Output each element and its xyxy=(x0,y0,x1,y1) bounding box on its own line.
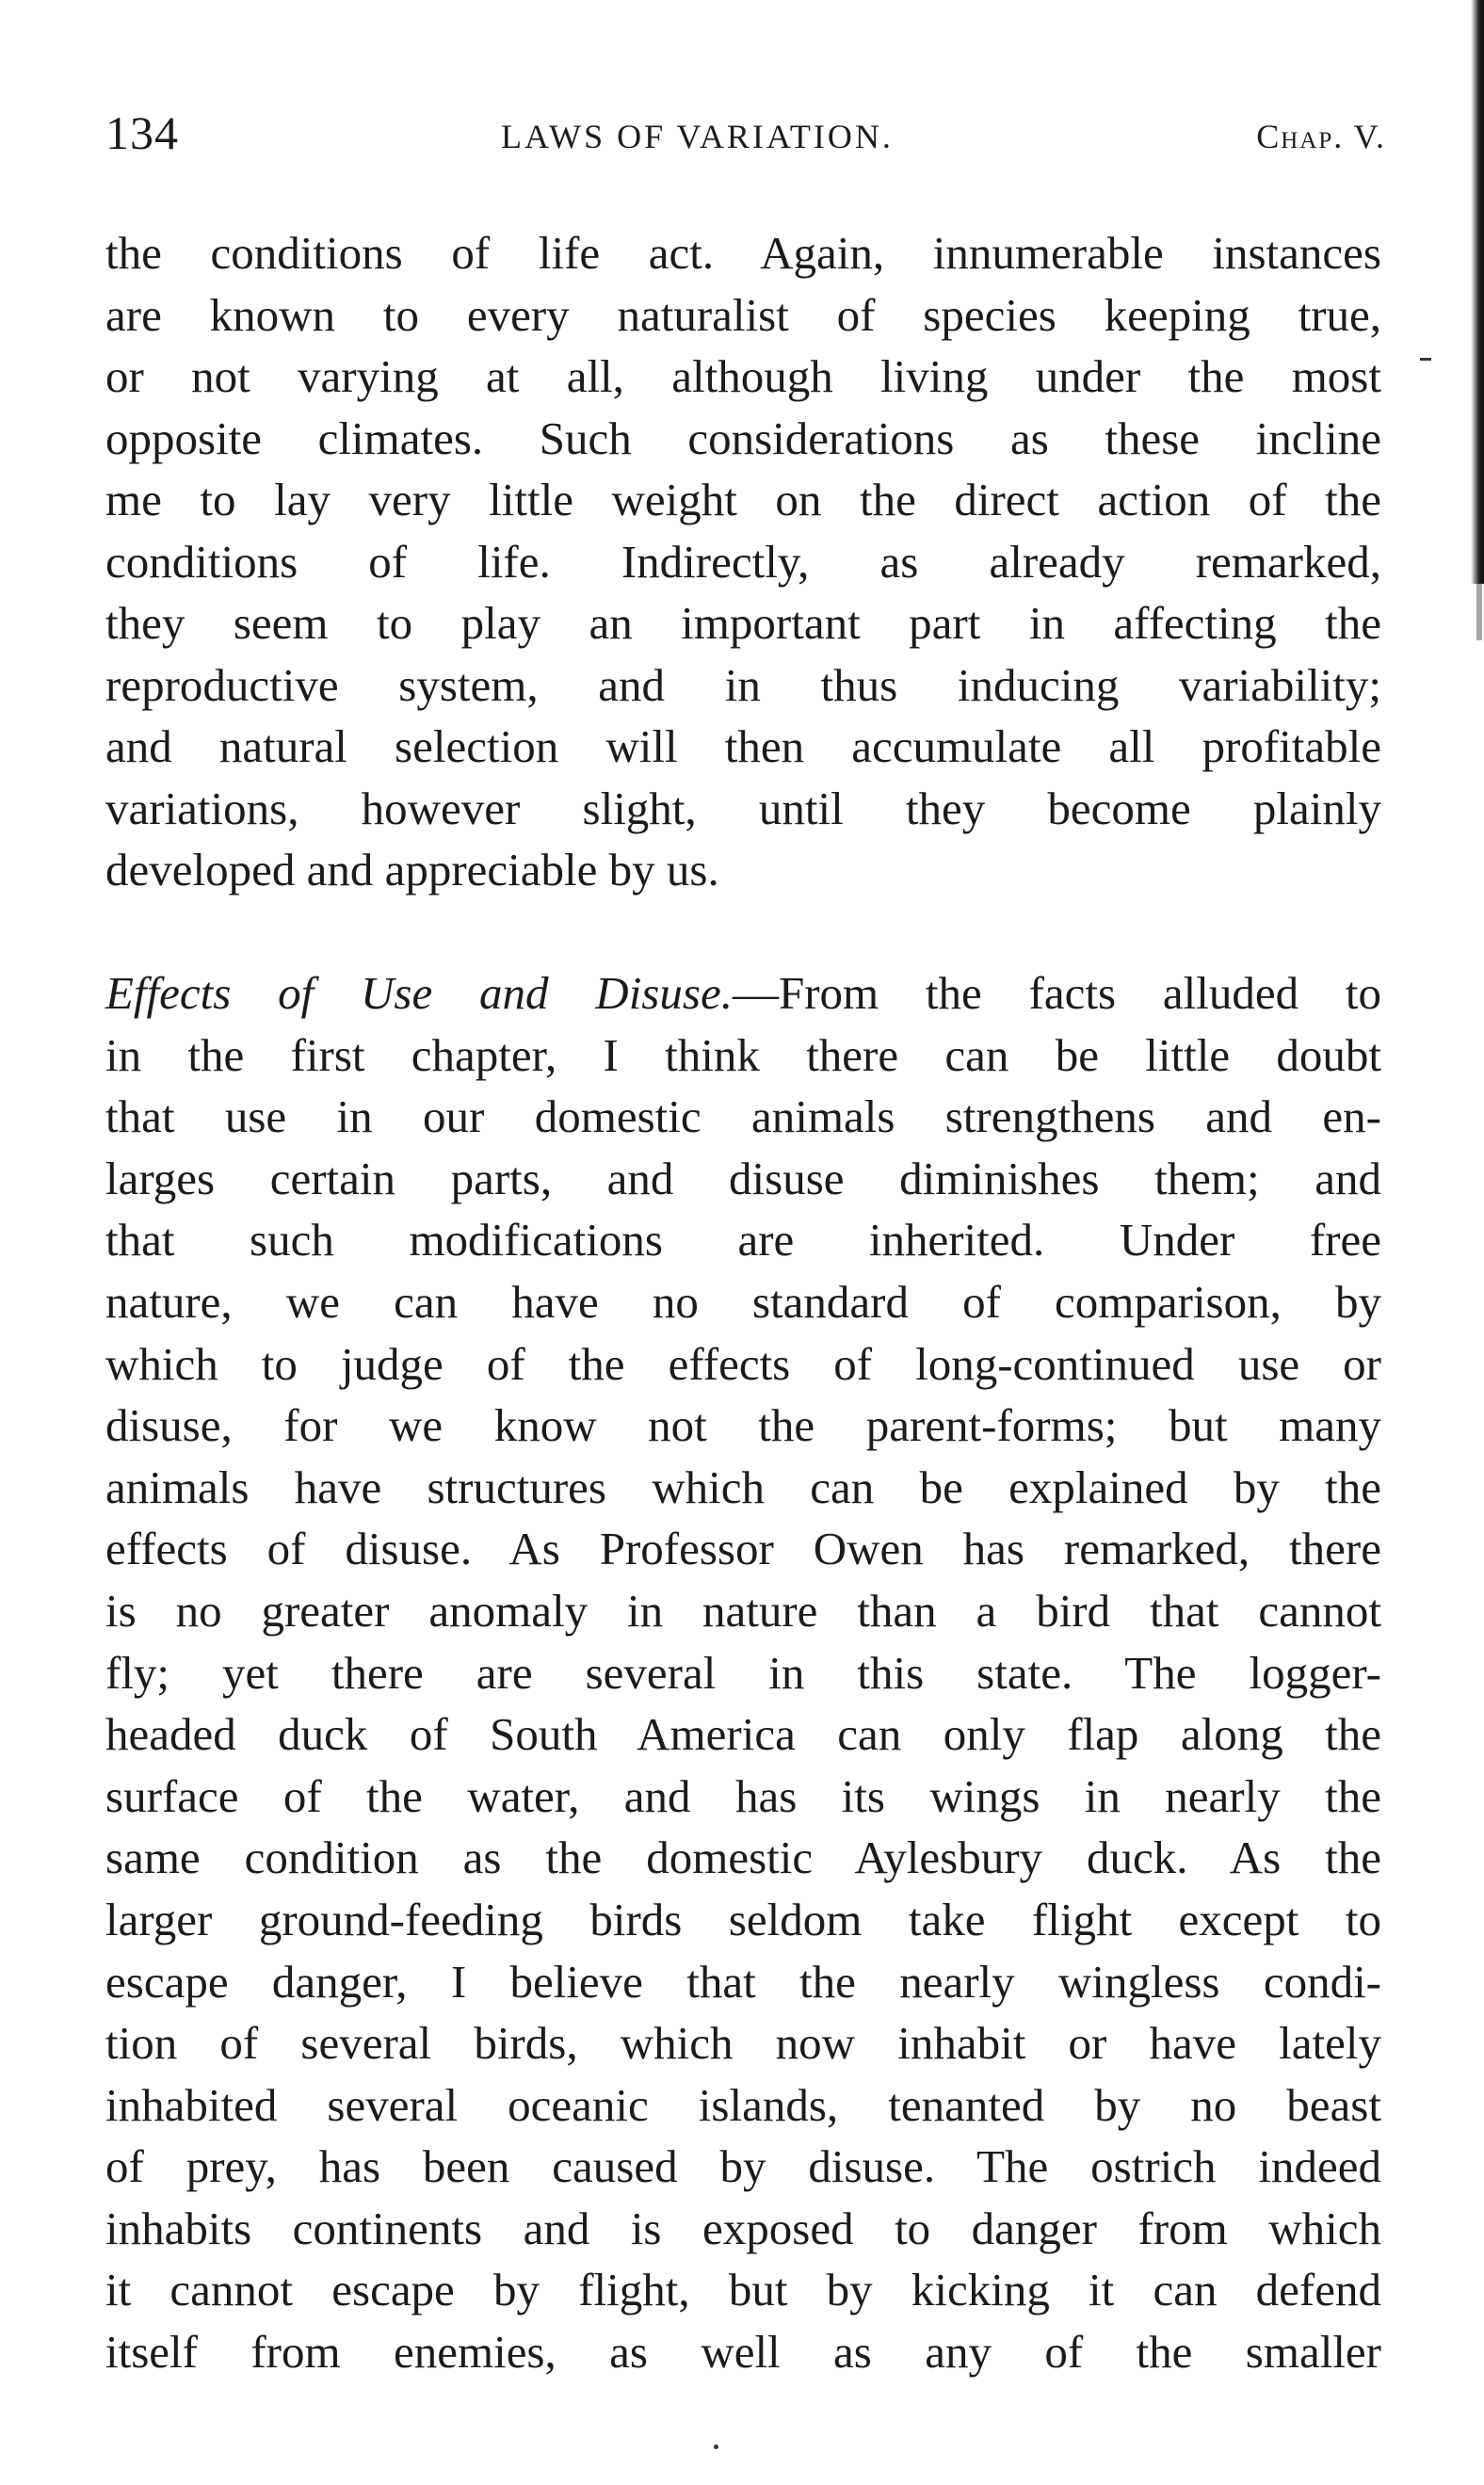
section-heading: Effects of Use and Disuse. xyxy=(105,967,733,1019)
text-line: or not varying at all, although living under the most xyxy=(105,350,1381,402)
text-line: surface of the water, and has its wings in nearly the xyxy=(105,1769,1381,1822)
text-line: headed duck of South America can only flap along the xyxy=(105,1708,1381,1761)
text-line: disuse, for we know not the parent-forms; but many xyxy=(105,1399,1381,1452)
footer-ink-dot xyxy=(714,2445,718,2449)
text-line: effects of disuse. As Professor Owen has remarked, there xyxy=(105,1523,1381,1575)
text-line-first xyxy=(105,962,1381,1025)
paragraph-1 xyxy=(105,222,1381,901)
text-line: of prey, has been caused by disuse. The ostrich indeed xyxy=(105,2140,1381,2193)
stray-ink-mark xyxy=(1420,358,1431,361)
text-line: in the first chapter, I think there can be little doubt xyxy=(105,1028,1381,1081)
text-line: tion of several birds, which now inhabit or have lately xyxy=(105,2017,1381,2070)
page-number: 134 xyxy=(105,106,179,159)
text-line: the conditions of life act. Again, innumerable instances xyxy=(105,227,1381,279)
chapter-label: Chap. V. xyxy=(1256,118,1386,155)
text-line: reproductive system, and in thus inducing variability; xyxy=(105,658,1381,711)
text-line: animals have structures which can be explained by the xyxy=(105,1460,1381,1513)
scan-edge-shadow xyxy=(1471,0,1484,584)
scan-edge-mark xyxy=(1476,584,1482,640)
text-line: conditions of life. Indirectly, as already remarked, xyxy=(105,535,1381,588)
text-line: and natural selection will then accumulate all profitable xyxy=(105,720,1381,772)
text-line: opposite climates. Such considerations as these incline xyxy=(105,411,1381,464)
text-line: larger ground-feeding birds seldom take flight except to xyxy=(105,1893,1381,1945)
heading-line-rest: —From the facts alluded to xyxy=(732,967,1381,1019)
paragraph-2 xyxy=(105,962,1381,2383)
text-line: nature, we can have no standard of comparison, by xyxy=(105,1275,1381,1328)
text-line: are known to every naturalist of species keeping true, xyxy=(105,288,1381,341)
page-header xyxy=(105,105,1386,171)
text-line: they seem to play an important part in affecting the xyxy=(105,597,1381,649)
text-line: that use in our domestic animals strengthens and en- xyxy=(105,1090,1381,1143)
text-line: is no greater anomaly in nature than a bird that cannot xyxy=(105,1584,1381,1637)
text-line: same condition as the domestic Aylesbury duck. As the xyxy=(105,1831,1381,1884)
text-line: inhabits continents and is exposed to danger from which xyxy=(105,2202,1381,2254)
text-line: that such modifications are inherited. Under free xyxy=(105,1214,1381,1267)
running-title: LAWS OF VARIATION. xyxy=(501,118,894,155)
text-line: variations, however slight, until they become plainly xyxy=(105,782,1381,834)
text-line: larges certain parts, and disuse diminishes them; and xyxy=(105,1152,1381,1204)
text-line: it cannot escape by flight, but by kicking it can defend xyxy=(105,2264,1381,2316)
text-line: fly; yet there are several in this state. The logger- xyxy=(105,1646,1381,1699)
text-line: developed and appreciable by us. xyxy=(105,844,719,896)
text-line: escape danger, I believe that the nearly wingless condi- xyxy=(105,1955,1381,2008)
text-line: inhabited several oceanic islands, tenanted by no beast xyxy=(105,2078,1381,2131)
text-line: itself from enemies, as well as any of the smaller xyxy=(105,2326,1381,2379)
text-line: me to lay very little weight on the direct action of the xyxy=(105,474,1381,525)
text-line: which to judge of the effects of long-continued use or xyxy=(105,1337,1381,1390)
